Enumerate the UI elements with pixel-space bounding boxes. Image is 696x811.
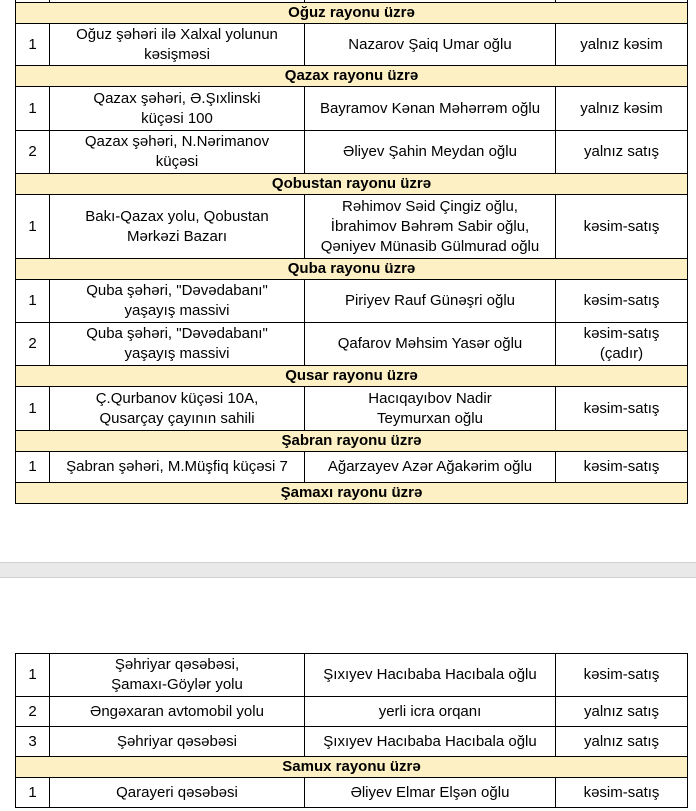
person-cell: yerli icra orqanı (305, 697, 556, 727)
person-cell: Piriyev Rauf Günəşri oğlu (305, 280, 556, 323)
region-header-samaxi (16, 483, 688, 504)
person-cell: Şıxıyev Hacıbaba Hacıbala oğlu (305, 654, 556, 697)
table-row (16, 452, 688, 483)
region-title: Quba rayonu üzrə (16, 259, 688, 280)
type-cell: kəsim-satış (556, 387, 688, 431)
address-cell: Qazax şəhəri, Ə.Şıxlinski küçəsi 100 (50, 87, 305, 131)
type-cell: yalnız satış (556, 131, 688, 174)
type-cell: yalnız kəsim (556, 24, 688, 66)
region-title: Qusar rayonu üzrə (16, 366, 688, 387)
table-row (16, 654, 688, 697)
region-header-qusar (16, 366, 688, 387)
type-cell: kəsim-satış (556, 654, 688, 697)
region-title: Qazax rayonu üzrə (16, 66, 688, 87)
type-cell: yalnız kəsim (556, 87, 688, 131)
address-cell: Qazax şəhəri, N.Nərimanov küçəsi (50, 131, 305, 174)
type-cell: kəsim-satış (556, 195, 688, 259)
row-number: 1 (16, 195, 50, 259)
slaughter-points-table (15, 0, 688, 504)
table-row (16, 323, 688, 366)
region-header-samux (16, 757, 688, 778)
type-cell: yalnız satış (556, 697, 688, 727)
document-page-2 (0, 578, 696, 811)
type-cell: kəsim-satış (556, 452, 688, 483)
table-row (16, 778, 688, 808)
region-header-sabran (16, 431, 688, 452)
address-cell: Şəhriyar qəsəbəsi, Şamaxı-Göylər yolu (50, 654, 305, 697)
type-cell: kəsim-satış (556, 280, 688, 323)
row-number: 1 (16, 452, 50, 483)
person-cell: Şıxıyev Hacıbaba Hacıbala oğlu (305, 727, 556, 757)
address-cell: Ç.Qurbanov küçəsi 10A, Qusarçay çayının sahili (50, 387, 305, 431)
row-number: 2 (16, 323, 50, 366)
region-header-oguz (16, 3, 688, 24)
address-cell: Şəhriyar qəsəbəsi (50, 727, 305, 757)
table-row (16, 195, 688, 259)
region-title: Qobustan rayonu üzrə (16, 174, 688, 195)
region-title: Şamaxı rayonu üzrə (16, 483, 688, 504)
row-number: 3 (16, 727, 50, 757)
row-number: 1 (16, 87, 50, 131)
slaughter-points-table-continued (15, 653, 688, 808)
row-number: 1 (16, 280, 50, 323)
page-break (0, 562, 696, 578)
person-cell: Ağarzayev Azər Ağakərim oğlu (305, 452, 556, 483)
table-row (16, 280, 688, 323)
address-cell: Şabran şəhəri, M.Müşfiq küçəsi 7 (50, 452, 305, 483)
table-row (16, 697, 688, 727)
region-title: Şabran rayonu üzrə (16, 431, 688, 452)
person-cell: Bayramov Kənan Məhərrəm oğlu (305, 87, 556, 131)
table-row (16, 727, 688, 757)
table-row (16, 387, 688, 431)
row-number: 1 (16, 654, 50, 697)
row-number: 2 (16, 697, 50, 727)
type-cell: kəsim-satış (çadır) (556, 323, 688, 366)
address-cell: Əngəxaran avtomobil yolu (50, 697, 305, 727)
address-cell: Qarayeri qəsəbəsi (50, 778, 305, 808)
region-title: Oğuz rayonu üzrə (16, 3, 688, 24)
table-row (16, 24, 688, 66)
address-cell: Quba şəhəri, "Dəvədabanı" yaşayış massivi (50, 323, 305, 366)
row-number: 1 (16, 387, 50, 431)
region-title: Samux rayonu üzrə (16, 757, 688, 778)
address-cell: Bakı-Qazax yolu, Qobustan Mərkəzi Bazarı (50, 195, 305, 259)
table-row (16, 131, 688, 174)
region-header-quba (16, 259, 688, 280)
address-cell: Oğuz şəhəri ilə Xalxal yolunun kəsişməsi (50, 24, 305, 66)
person-cell: Hacıqayıbov Nadir Teymurxan oğlu (305, 387, 556, 431)
person-cell: Qafarov Məhsim Yasər oğlu (305, 323, 556, 366)
region-header-qazax (16, 66, 688, 87)
row-number: 1 (16, 24, 50, 66)
person-cell: Rəhimov Səid Çingiz oğlu, İbrahimov Bəhrəm Sabir oğlu, Qəniyev Münasib Gülmurad oğlu (305, 195, 556, 259)
table-row (16, 87, 688, 131)
region-header-qobustan (16, 174, 688, 195)
row-number: 1 (16, 778, 50, 808)
person-cell: Əliyev Şahin Meydan oğlu (305, 131, 556, 174)
type-cell: kəsim-satış (556, 778, 688, 808)
address-cell: Quba şəhəri, "Dəvədabanı" yaşayış massivi (50, 280, 305, 323)
person-cell: Əliyev Elmar Elşən oğlu (305, 778, 556, 808)
person-cell: Nazarov Şaiq Umar oğlu (305, 24, 556, 66)
row-number: 2 (16, 131, 50, 174)
type-cell: yalnız satış (556, 727, 688, 757)
